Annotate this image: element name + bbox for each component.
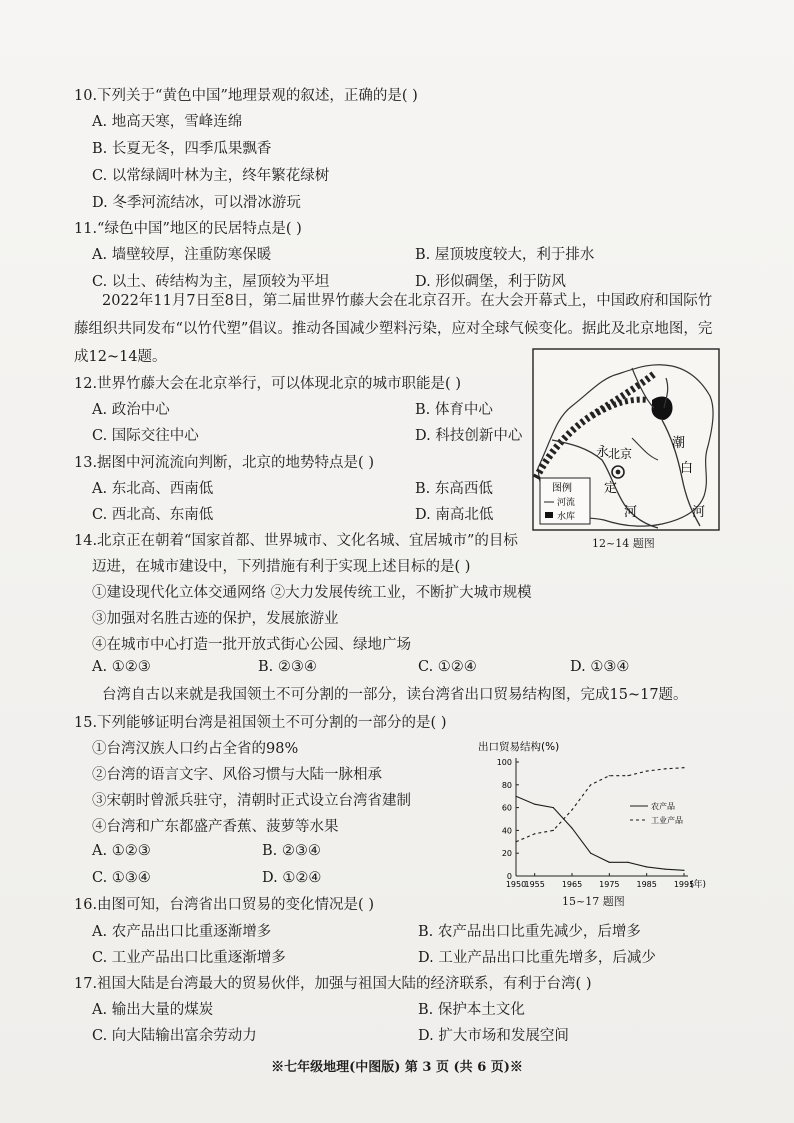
question-14-stem-line2: 迈进，在城市建设中，下列措施有利于实现上述目标的是( ) — [92, 559, 471, 575]
x-tick-label: 1975 — [599, 880, 620, 889]
question-13-stem: 13.据图中河流流向判断，北京的地势特点是( ) — [74, 455, 374, 471]
passage-taiwan: 台湾自古以来就是我国领土不可分割的一部分，读台湾省出口贸易结构图，完成15~17题。 — [102, 687, 688, 703]
beijing-city-dot — [616, 470, 621, 475]
legend-river-label: 河流 — [557, 498, 576, 508]
x-axis-label: (年) — [690, 880, 707, 890]
data-point — [627, 775, 628, 776]
label-yong: 永 — [596, 445, 610, 460]
question-11-option-b: B. 屋顶坡度较大，利于排水 — [415, 247, 595, 263]
x-tick-label: 1985 — [636, 880, 657, 889]
data-point — [646, 771, 647, 772]
label-bai: 白 — [680, 461, 694, 476]
question-17-stem: 17.祖国大陆是台湾最大的贸易伙伴，加强与祖国大陆的经济联系，有利于台湾( ) — [74, 976, 592, 992]
beijing-map — [532, 348, 720, 531]
data-point — [571, 828, 572, 829]
question-10-stem: 10.下列关于“黄色中国”地理景观的叙述，正确的是( ) — [74, 88, 418, 104]
question-14-option-a: A. ①②③ — [92, 659, 151, 675]
data-point — [553, 830, 554, 831]
chart-caption: 15~17 题图 — [562, 895, 625, 908]
question-14-stem-line1: 14.北京正在朝着“国家首都、世界城市、文化名城、宜居城市”的目标 — [74, 533, 518, 549]
question-15-option-d: D. ①②④ — [262, 870, 322, 886]
question-14-item-1-2: ①建设现代化立体交通网络 ②大力发展传统工业，不断扩大城市规模 — [92, 585, 532, 601]
x-tick-label: 1965 — [561, 880, 583, 889]
question-11-option-d: D. 形似碉堡，利于防风 — [415, 274, 566, 290]
question-10-option-d: D. 冬季河流结冰，可以滑冰游玩 — [92, 195, 301, 211]
data-point — [534, 804, 535, 805]
question-12-stem: 12.世界竹藤大会在北京举行，可以体现北京的城市职能是( ) — [74, 376, 461, 392]
page-footer: ※七年级地理(中图版) 第 3 页 (共 6 页)※ — [271, 1060, 523, 1075]
question-15-item-2: ②台湾的语言文字、风俗习惯与大陆一脉相承 — [92, 767, 382, 783]
question-16-option-b: B. 农产品出口比重先减少，后增多 — [418, 924, 641, 940]
y-tick-label: 60 — [501, 803, 512, 813]
y-tick-label: 100 — [496, 758, 512, 767]
question-12-option-a: A. 政治中心 — [92, 402, 170, 418]
miyun-reservoir — [652, 397, 673, 420]
data-point — [646, 866, 647, 867]
x-tick-label: 1955 — [524, 880, 545, 889]
question-14-option-b: B. ②③④ — [258, 659, 317, 675]
y-tick-label: 40 — [501, 826, 512, 836]
x-tick-label: 1950 — [505, 880, 527, 889]
question-17-option-a: A. 输出大量的煤炭 — [92, 1002, 214, 1018]
question-12-option-d: D. 科技创新中心 — [415, 428, 523, 444]
question-15-stem: 15.下列能够证明台湾是祖国领土不可分割的一部分的是( ) — [74, 715, 447, 731]
label-chao: 潮 — [672, 436, 686, 451]
data-point — [627, 862, 628, 863]
question-13-option-c: C. 西北高、东南低 — [92, 507, 214, 523]
legend-label: 工业产品 — [651, 816, 683, 825]
data-point — [683, 767, 684, 768]
question-16-stem: 16.由图可知，台湾省出口贸易的变化情况是( ) — [74, 897, 374, 913]
question-14-item-3: ③加强对名胜古迹的保护，发展旅游业 — [92, 611, 339, 627]
question-14-item-4: ④在城市中心打造一批开放式街心公园、绿地广场 — [92, 637, 411, 653]
data-point — [609, 862, 610, 863]
chart-title: 出口贸易结构(%) — [478, 741, 560, 753]
y-tick-label: 80 — [501, 780, 512, 790]
data-point — [665, 869, 666, 870]
question-15-option-b: B. ②③④ — [262, 843, 321, 859]
question-11-stem: 11.“绿色中国”地区的民居特点是( ) — [74, 221, 302, 237]
chart-legend — [630, 801, 683, 825]
question-15-item-4: ④台湾和广东都盛产香蕉、菠萝等水果 — [92, 819, 339, 835]
question-13-option-b: B. 东高西低 — [415, 481, 493, 497]
question-16-option-a: A. 农产品出口比重逐渐增多 — [92, 924, 272, 940]
map-caption: 12~14 题图 — [592, 537, 655, 550]
data-point — [571, 809, 572, 810]
data-point — [515, 796, 516, 797]
question-14-option-c: C. ①②④ — [418, 659, 477, 675]
question-16-option-c: C. 工业产品出口比重逐渐增多 — [92, 950, 286, 966]
data-point — [683, 870, 684, 871]
question-15-option-a: A. ①②③ — [92, 843, 151, 859]
data-point — [609, 775, 610, 776]
data-point — [515, 841, 516, 842]
passage-bamboo-congress: 2022年11月7日至8日，第二届世界竹藤大会在北京召开。在大会开幕式上，中国政府和国际竹藤组织共同发布“以竹代塑”倡议。推动各国减少塑料污染，应对全球气候变化。据此及北京地图，完成12~14题。 — [74, 293, 713, 365]
question-17-option-d: D. 扩大市场和发展空间 — [418, 1028, 569, 1044]
legend-reservoir-symbol — [545, 512, 553, 518]
question-14-option-d: D. ①③④ — [570, 659, 630, 675]
legend-reservoir-label: 水库 — [557, 512, 576, 522]
question-17-option-b: B. 保护本土文化 — [418, 1002, 525, 1018]
question-17-option-c: C. 向大陆输出富余劳动力 — [92, 1028, 257, 1044]
question-15-item-3: ③宋朝时曾派兵驻守，清朝时正式设立台湾省建制 — [92, 793, 411, 809]
y-tick-label: 0 — [506, 872, 512, 881]
x-tick-label: 1995 — [673, 880, 695, 889]
y-tick-label: 20 — [501, 849, 512, 859]
taiwan-export-chart — [470, 736, 720, 896]
label-he-1: 河 — [624, 505, 638, 520]
label-he-2: 河 — [692, 505, 706, 520]
question-16-option-d: D. 工业产品出口比重先增多，后减少 — [418, 950, 656, 966]
question-15-item-1: ①台湾汉族人口约占全省的98% — [92, 741, 299, 757]
question-10-option-a: A. 地高天寒，雪峰连绵 — [92, 114, 243, 130]
question-13-option-a: A. 东北高、西南低 — [92, 481, 214, 497]
data-point — [590, 853, 591, 854]
data-point — [590, 784, 591, 785]
legend-label: 农产品 — [651, 802, 675, 811]
question-11-option-a: A. 墙壁较厚，注重防寒保暖 — [92, 247, 272, 263]
data-point — [553, 807, 554, 808]
question-11-option-c: C. 以土、砖结构为主，屋顶较为平坦 — [92, 274, 330, 290]
legend-title: 图例 — [552, 483, 572, 494]
question-15-option-c: C. ①③④ — [92, 870, 151, 886]
question-12-option-b: B. 体育中心 — [415, 402, 493, 418]
data-point — [665, 768, 666, 769]
data-point — [534, 833, 535, 834]
question-12-option-c: C. 国际交往中心 — [92, 428, 199, 444]
question-10-option-b: B. 长夏无冬，四季瓜果飘香 — [92, 141, 272, 157]
label-ding: 定 — [604, 481, 618, 496]
question-10-option-c: C. 以常绿阔叶林为主，终年繁花绿树 — [92, 168, 330, 184]
question-13-option-d: D. 南高北低 — [415, 507, 494, 523]
label-beijing: 北京 — [608, 447, 633, 461]
